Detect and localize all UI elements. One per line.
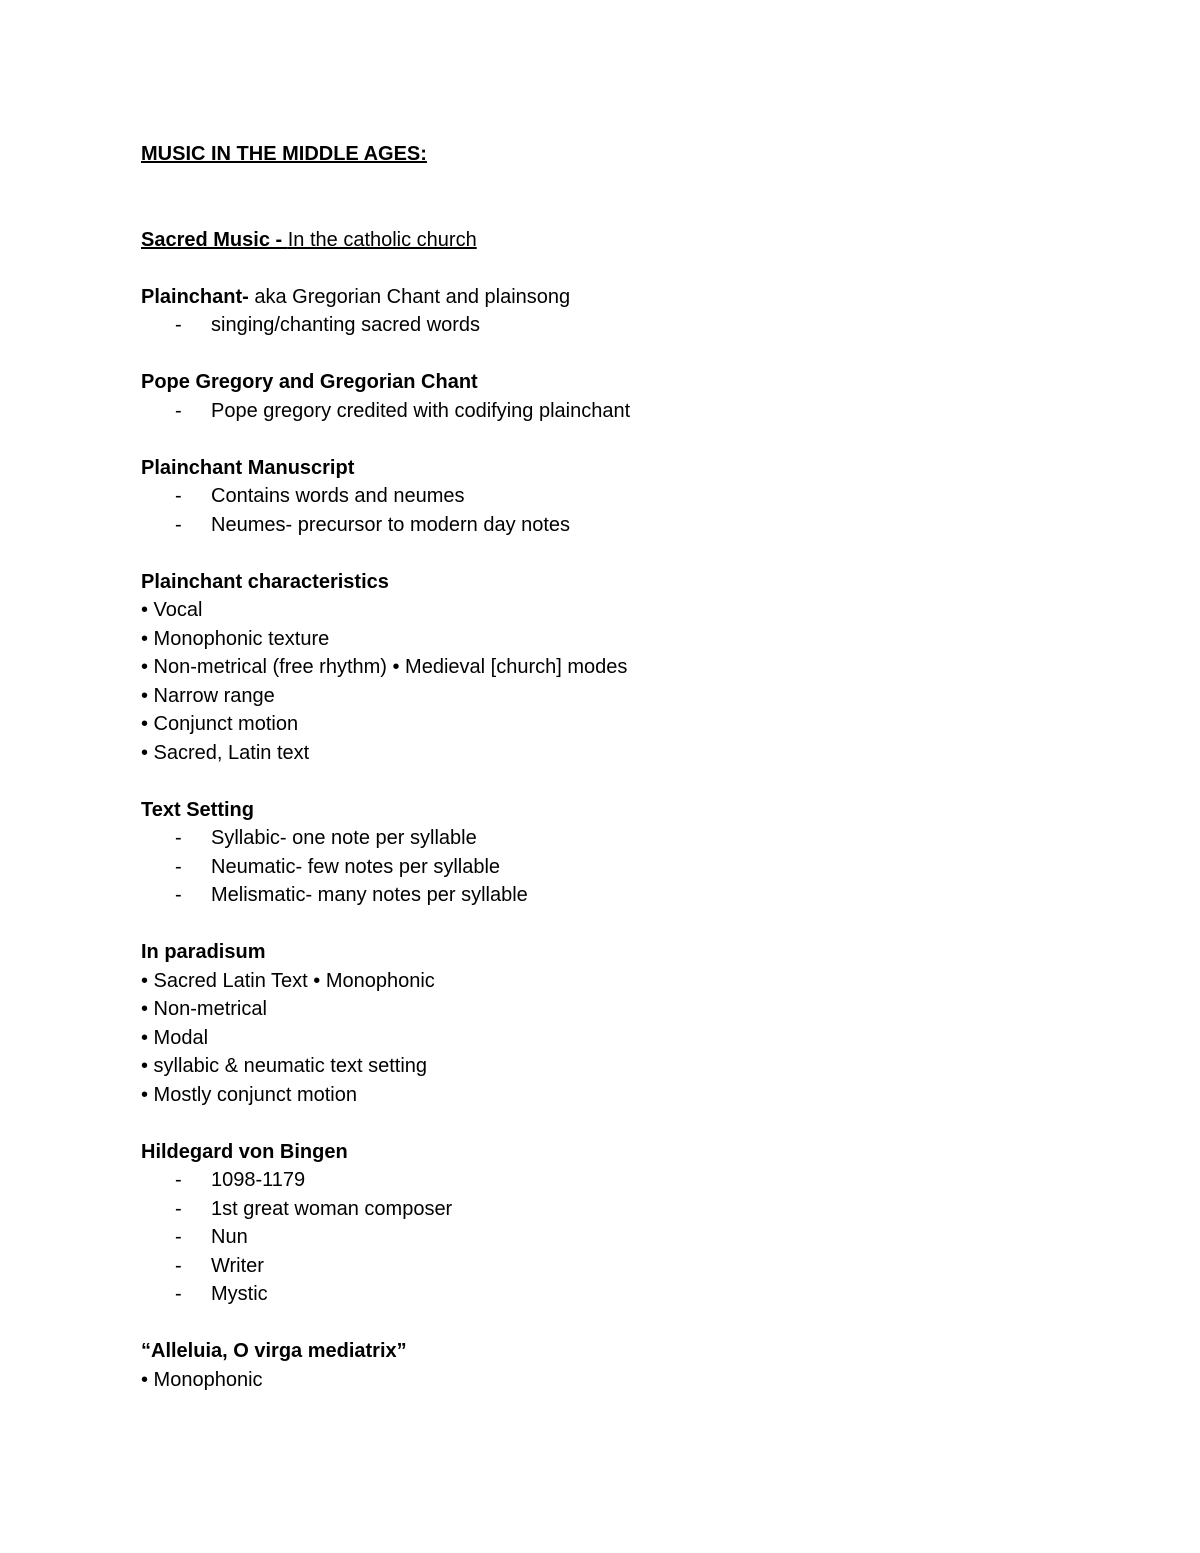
list-item: - 1st great woman composer bbox=[175, 1197, 453, 1220]
pope-gregory-heading: Pope Gregory and Gregorian Chant bbox=[141, 371, 478, 393]
list-item: - Nun bbox=[175, 1226, 248, 1248]
plainchant-heading bbox=[141, 283, 1101, 312]
list-item: - 1098-1179 bbox=[175, 1169, 306, 1191]
list-item: • Sacred Latin Text • Monophonic bbox=[141, 969, 435, 992]
list-item: • Mostly conjunct motion bbox=[141, 1083, 357, 1106]
sacred-music-label: Sacred Music - bbox=[141, 228, 288, 251]
characteristics-heading: Plainchant characteristics bbox=[141, 570, 389, 593]
plainchant-label: Plainchant- bbox=[141, 285, 249, 308]
list-item: - Neumatic- few notes per syllable bbox=[175, 855, 501, 878]
sacred-music-heading bbox=[141, 226, 1101, 255]
text-setting-heading: Text Setting bbox=[141, 798, 254, 821]
list-item: - Writer bbox=[175, 1254, 264, 1277]
list-item: - Neumes- precursor to modern day notes bbox=[175, 513, 571, 536]
list-item: • Vocal bbox=[141, 599, 203, 621]
list-item: • Monophonic texture bbox=[141, 627, 330, 650]
alleluia-heading: “Alleluia, O virga mediatrix” bbox=[141, 1340, 407, 1362]
plainchant-text: aka Gregorian Chant and plainsong bbox=[248, 285, 571, 308]
list-item: - Pope gregory credited with codifying plainchant bbox=[175, 399, 631, 422]
list-item: • syllabic & neumatic text setting bbox=[141, 1055, 428, 1077]
list-item: - Mystic bbox=[175, 1283, 268, 1305]
document-page bbox=[141, 140, 1101, 1394]
list-item: - Contains words and neumes bbox=[175, 485, 465, 507]
sacred-music-text: In the catholic church bbox=[287, 228, 477, 251]
list-item: • Narrow range bbox=[141, 684, 275, 707]
list-item: • Modal bbox=[141, 1026, 209, 1049]
list-item: - singing/chanting sacred words bbox=[175, 314, 481, 336]
hildegard-heading: Hildegard von Bingen bbox=[141, 1140, 348, 1163]
list-item: - Syllabic- one note per syllable bbox=[175, 827, 477, 849]
list-item: • Sacred, Latin text bbox=[141, 741, 310, 764]
manuscript-heading: Plainchant Manuscript bbox=[141, 456, 355, 479]
in-paradisum-heading: In paradisum bbox=[141, 941, 266, 963]
list-item: • Non-metrical bbox=[141, 998, 267, 1020]
list-item: - Melismatic- many notes per syllable bbox=[175, 884, 528, 906]
list-item: • Monophonic bbox=[141, 1368, 263, 1391]
page-title: MUSIC IN THE MIDDLE AGES: bbox=[141, 143, 427, 165]
list-item: • Conjunct motion bbox=[141, 713, 299, 735]
list-item: • Non-metrical (free rhythm) • Medieval [church] modes bbox=[141, 656, 628, 678]
